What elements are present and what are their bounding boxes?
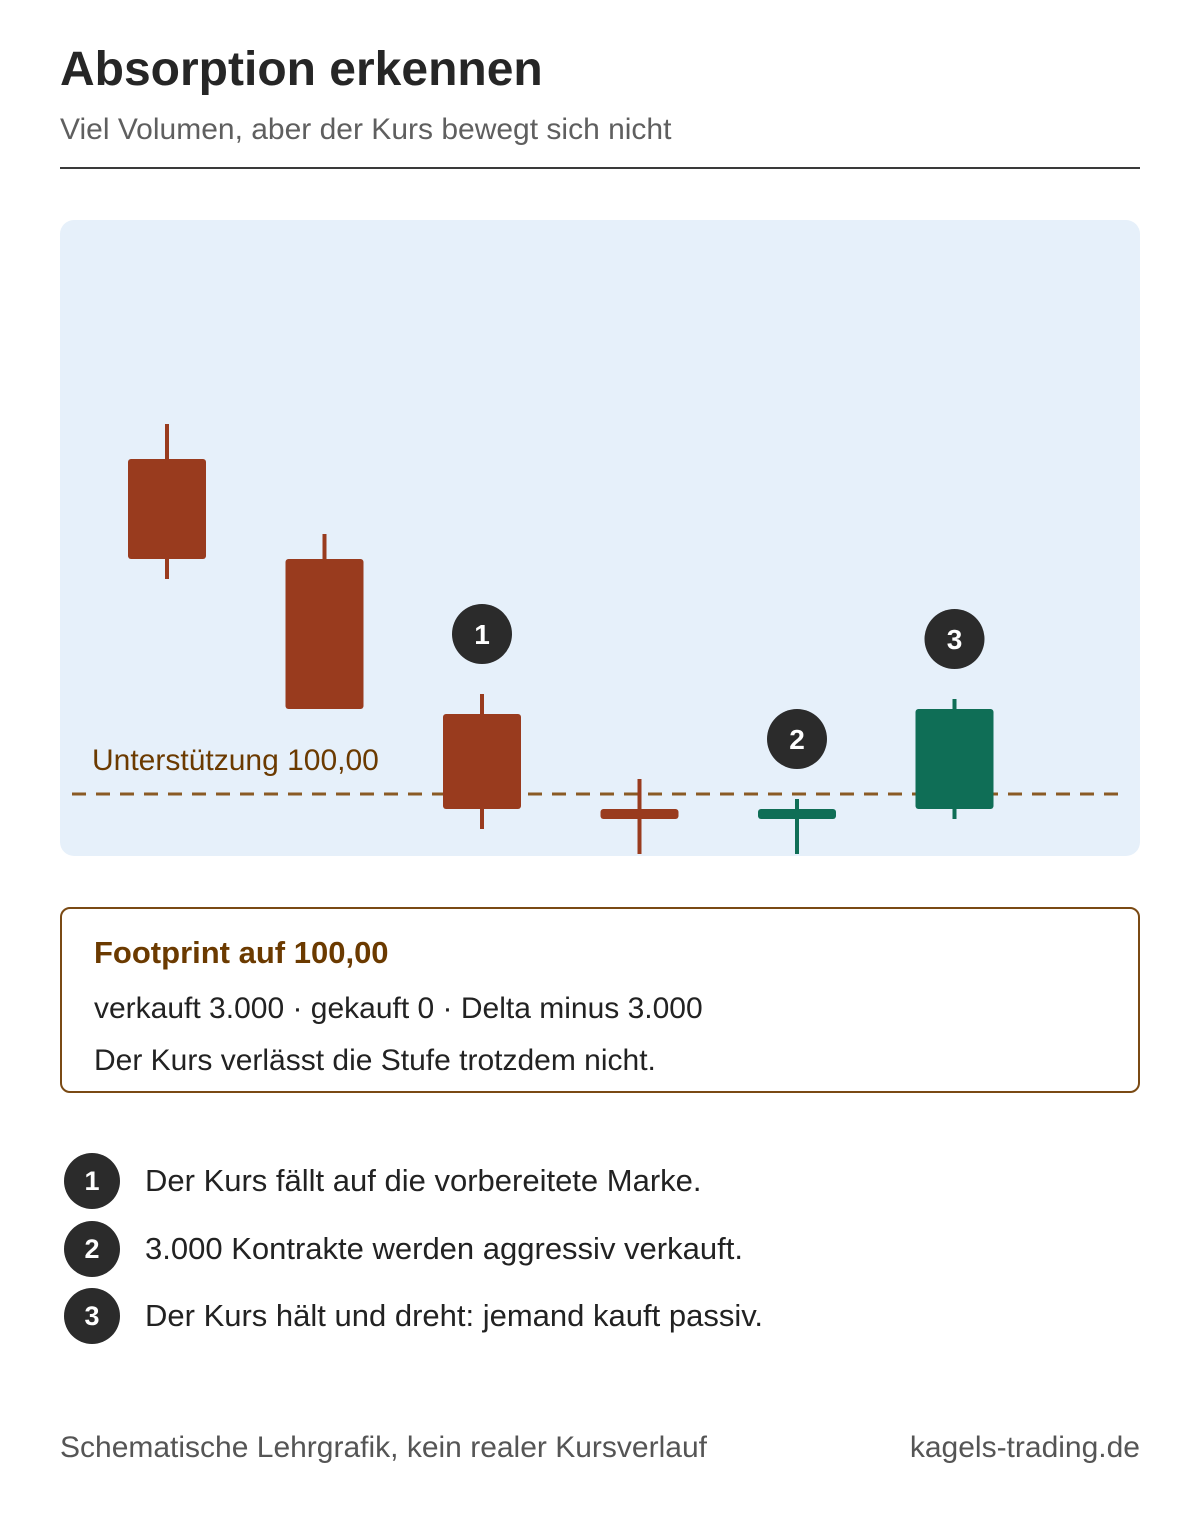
- step-number-badge: 3: [64, 1288, 120, 1344]
- step-item: [64, 1221, 743, 1277]
- step-text: Der Kurs hält und dreht: jemand kauft passiv.: [145, 1298, 764, 1333]
- step-item: [64, 1288, 763, 1344]
- marker-label: 2: [789, 724, 805, 755]
- page-title: Absorption erkennen: [60, 43, 543, 96]
- footprint-stats: verkauft 3.000 · gekauft 0 · Delta minus 3.000: [94, 992, 703, 1025]
- footprint-conclusion: Der Kurs verlässt die Stufe trotzdem nicht.: [94, 1044, 656, 1077]
- candle-body: [443, 714, 521, 809]
- step-number-badge: 2: [64, 1221, 120, 1277]
- chart-panel: [60, 220, 1140, 856]
- candlestick-chart: [60, 220, 1140, 856]
- step-item: [64, 1153, 702, 1209]
- support-label: Unterstützung 100,00: [92, 744, 379, 777]
- footprint-box: [60, 907, 1140, 1093]
- header-divider: [60, 167, 1140, 169]
- candle-body: [758, 809, 836, 819]
- marker-label: 3: [946, 624, 963, 655]
- footer-source: kagels-trading.de: [909, 1431, 1140, 1464]
- step-text: Der Kurs fällt auf die vorbereitete Marke.: [145, 1163, 702, 1198]
- candle-body: [916, 709, 994, 809]
- step-number-badge: 1: [64, 1153, 120, 1209]
- candle-body: [601, 809, 679, 819]
- footer-note: Schematische Lehrgrafik, kein realer Kursverlauf: [60, 1431, 707, 1464]
- candle-body: [128, 459, 206, 559]
- marker-label: 1: [474, 619, 490, 650]
- step-text: 3.000 Kontrakte werden aggressiv verkauft.: [145, 1231, 743, 1266]
- page-subtitle: Viel Volumen, aber der Kurs bewegt sich nicht: [60, 113, 672, 146]
- footprint-title: Footprint auf 100,00: [94, 935, 389, 970]
- candle-body: [286, 559, 364, 709]
